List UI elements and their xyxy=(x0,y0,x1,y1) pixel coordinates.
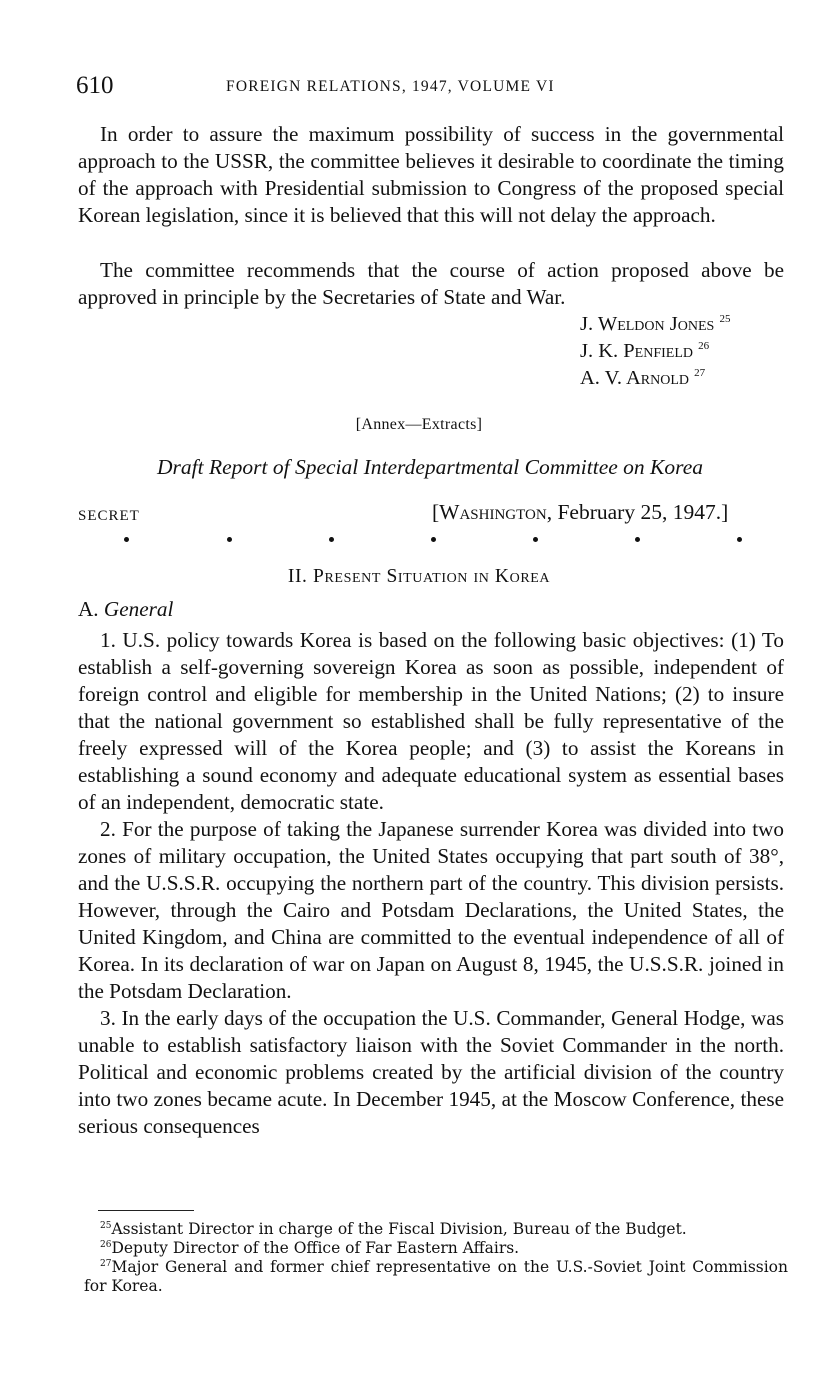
paragraph-text: 1. U.S. policy towards Korea is based on the following basic objectives: (1) To establish a self-governing sovereign Korea as soon as possible, independent of foreign control and eligible for membership in the United Nations; (2) to insure that the national government so established shall be fully representative of the freely expressed will of the Korea people; and (3) to assist the Koreans in establishing a sound economy and adequate educational system as essential bases of an independent, democratic state. xyxy=(78,628,784,814)
omission-dots xyxy=(100,537,760,557)
footnote-text: Major General and former chief representative on the U.S.-Soviet Joint Commission for Korea. xyxy=(84,1258,788,1295)
footnote xyxy=(84,1239,788,1258)
omission-dot xyxy=(329,537,334,542)
footnote-ref: 25 xyxy=(719,313,731,326)
subsection-letter: A. xyxy=(78,597,99,621)
footnote xyxy=(84,1258,788,1296)
dateline xyxy=(432,500,728,525)
page-number: 610 xyxy=(76,72,114,99)
omission-dot xyxy=(227,537,232,542)
section-title xyxy=(0,566,838,588)
footnote-mark: 27 xyxy=(100,1258,112,1269)
signer-name: A. V. Arnold xyxy=(580,367,689,389)
footnote-text: Assistant Director in charge of the Fiscal Division, Bureau of the Budget. xyxy=(111,1220,687,1238)
footnote xyxy=(84,1220,788,1239)
footnote-divider xyxy=(98,1210,194,1211)
paragraph-1 xyxy=(78,121,784,229)
footnote-ref: 27 xyxy=(694,367,706,380)
footnote-mark: 25 xyxy=(100,1220,112,1231)
subsection-heading xyxy=(78,597,173,622)
page-header xyxy=(76,72,782,102)
footnote-text: Deputy Director of the Office of Far Eastern Affairs. xyxy=(111,1239,520,1257)
footnotes xyxy=(84,1220,788,1296)
dateline-rest: , February 25, 1947.] xyxy=(546,500,729,524)
omission-dot xyxy=(635,537,640,542)
signer xyxy=(580,311,730,338)
footnote-ref: 26 xyxy=(698,340,710,353)
footnote-mark: 26 xyxy=(100,1239,112,1250)
running-head: FOREIGN RELATIONS, 1947, VOLUME VI xyxy=(226,78,555,95)
section-title-text: Present Situation in Korea xyxy=(313,566,551,587)
classification-marking: SECRET xyxy=(78,508,140,524)
omission-dot xyxy=(124,537,129,542)
paragraph-text: The committee recommends that the course of action proposed above be approved in principle by the Secretaries of State and War. xyxy=(78,258,784,309)
omission-dot xyxy=(533,537,538,542)
paragraph-text: In order to assure the maximum possibility of success in the governmental approach to the USSR, the committee believes it desirable to coordinate the timing of the approach with Presidential submission to Congress of the proposed special Korean legislation, since it is believed that this will not delay the approach. xyxy=(78,122,784,227)
dateline-open: [ xyxy=(432,500,440,524)
paragraph-text: 2. For the purpose of taking the Japanese surrender Korea was divided into two zones of military occupation, the United States occupying that part south of 38°, and the U.S.S.R. occupying the northern part of the country. This division persists. However, through the Cairo and Potsdam Declarations, the United States, the United Kingdom, and China are committed to the eventual independence of all of Korea. In its declaration of war on Japan on August 8, 1945, the U.S.S.R. joined in the Potsdam Declaration. xyxy=(78,817,784,1003)
document-title: Draft Report of Special Interdepartmental Committee on Korea xyxy=(157,455,703,479)
body-text xyxy=(78,627,784,1140)
signer-name: J. Weldon Jones xyxy=(580,313,715,335)
dateline-place: Washington xyxy=(439,500,547,524)
signer-name: J. K. Penfield xyxy=(580,340,694,362)
omission-dot xyxy=(737,537,742,542)
paragraph-text: 3. In the early days of the occupation the U.S. Commander, General Hodge, was unable to establish satisfactory liaison with the Soviet Commander in the north. Political and economic problems created by the artificial division of the country into two zones became acute. In December 1945, at the Moscow Conference, these serious consequences xyxy=(78,1006,784,1138)
paragraph-2 xyxy=(78,257,784,311)
omission-dot xyxy=(431,537,436,542)
section-numeral: II. xyxy=(287,566,308,587)
signer xyxy=(580,365,730,392)
annex-label: [Annex—Extracts] xyxy=(355,416,483,433)
signer xyxy=(580,338,730,365)
signature-block xyxy=(580,311,730,392)
subsection-title: General xyxy=(103,597,174,621)
